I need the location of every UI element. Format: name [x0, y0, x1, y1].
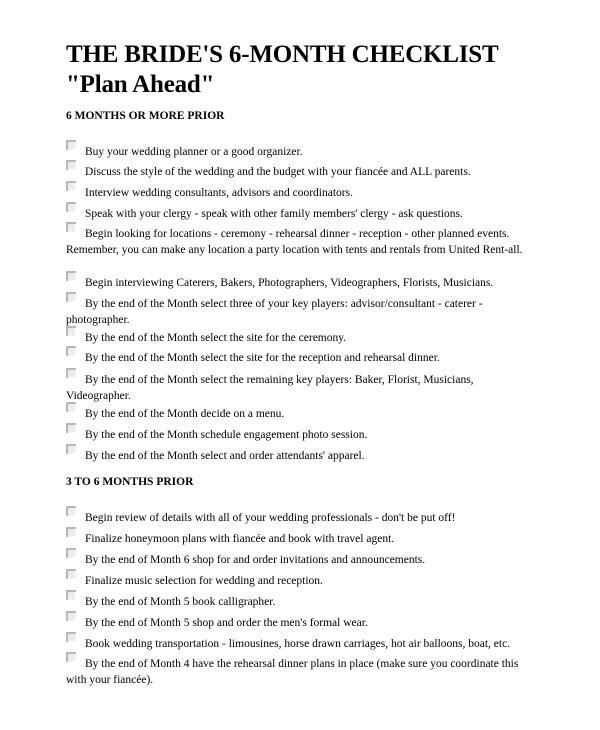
checklist-item	[66, 427, 536, 443]
item-text: Buy your wedding planner or a good organizer.	[85, 146, 303, 158]
item-text: Begin looking for locations - ceremony - rehearsal dinner - reception - other planned events. Remember, you can make any location a party location with tents and rentals from United Rent-all.	[66, 228, 523, 256]
checklist-item	[66, 510, 536, 526]
item-text: By the end of the Month decide on a menu.	[85, 408, 285, 420]
checklist-item	[66, 615, 536, 631]
item-text: Finalize honeymoon plans with fiancée and book with travel agent.	[85, 533, 395, 545]
checklist-item	[66, 296, 536, 328]
item-text: Begin interviewing Caterers, Bakers, Photographers, Videographers, Florists, Musicians.	[85, 277, 494, 289]
title-line-1: THE BRIDE'S 6-MONTH CHECKLIST	[66, 41, 499, 68]
checklist-item	[66, 185, 536, 201]
document-title	[66, 40, 498, 100]
checklist-item	[66, 448, 536, 464]
checklist-item	[66, 350, 536, 366]
checklist-item	[66, 573, 536, 589]
checklist-item	[66, 164, 536, 180]
checklist-item	[66, 531, 536, 547]
checklist-item	[66, 275, 536, 291]
item-text: Interview wedding consultants, advisors and coordinators.	[85, 187, 353, 199]
checklist-item	[66, 144, 536, 160]
checklist-item	[66, 406, 536, 422]
section-heading-3-to-6-months: 3 TO 6 MONTHS PRIOR	[66, 476, 194, 488]
item-text: By the end of the Month select the remaining key players: Baker, Florist, Musicians, Videographer.	[66, 374, 474, 402]
item-text: By the end of the Month select three of your key players: advisor/consultant - caterer - photographer.	[66, 298, 483, 326]
item-text: By the end of the Month select the site for the ceremony.	[85, 332, 347, 344]
item-text: By the end of Month 6 shop for and order invitations and announcements.	[85, 554, 426, 566]
checklist-item	[66, 330, 536, 346]
checklist-item	[66, 656, 536, 688]
item-text: By the end of the Month select the site for the reception and rehearsal dinner.	[85, 352, 440, 364]
title-line-2: "Plan Ahead"	[66, 71, 215, 98]
checklist-item	[66, 226, 536, 258]
section-heading-6-months: 6 MONTHS OR MORE PRIOR	[66, 110, 225, 122]
item-text: Discuss the style of the wedding and the budget with your fiancée and ALL parents.	[85, 166, 471, 178]
checklist-item	[66, 636, 536, 652]
item-text: By the end of Month 4 have the rehearsal dinner plans in place (make sure you coordinate this with your fiancée).	[66, 658, 519, 686]
checklist-item	[66, 372, 536, 404]
item-text: By the end of Month 5 book calligrapher.	[85, 596, 276, 608]
checklist-item	[66, 206, 536, 222]
item-text: By the end of the Month schedule engagement photo session.	[85, 429, 368, 441]
item-text: By the end of Month 5 shop and order the men's formal wear.	[85, 617, 368, 629]
checklist-item	[66, 594, 536, 610]
item-text: Begin review of details with all of your wedding professionals - don't be put off!	[85, 512, 456, 524]
item-text: Book wedding transportation - limousines, horse drawn carriages, hot air balloons, boat, etc.	[85, 638, 511, 650]
item-text: By the end of the Month select and order attendants' apparel.	[85, 450, 365, 462]
checklist-item	[66, 552, 536, 568]
item-text: Speak with your clergy - speak with other family members' clergy - ask questions.	[85, 208, 463, 220]
item-text: Finalize music selection for wedding and reception.	[85, 575, 323, 587]
